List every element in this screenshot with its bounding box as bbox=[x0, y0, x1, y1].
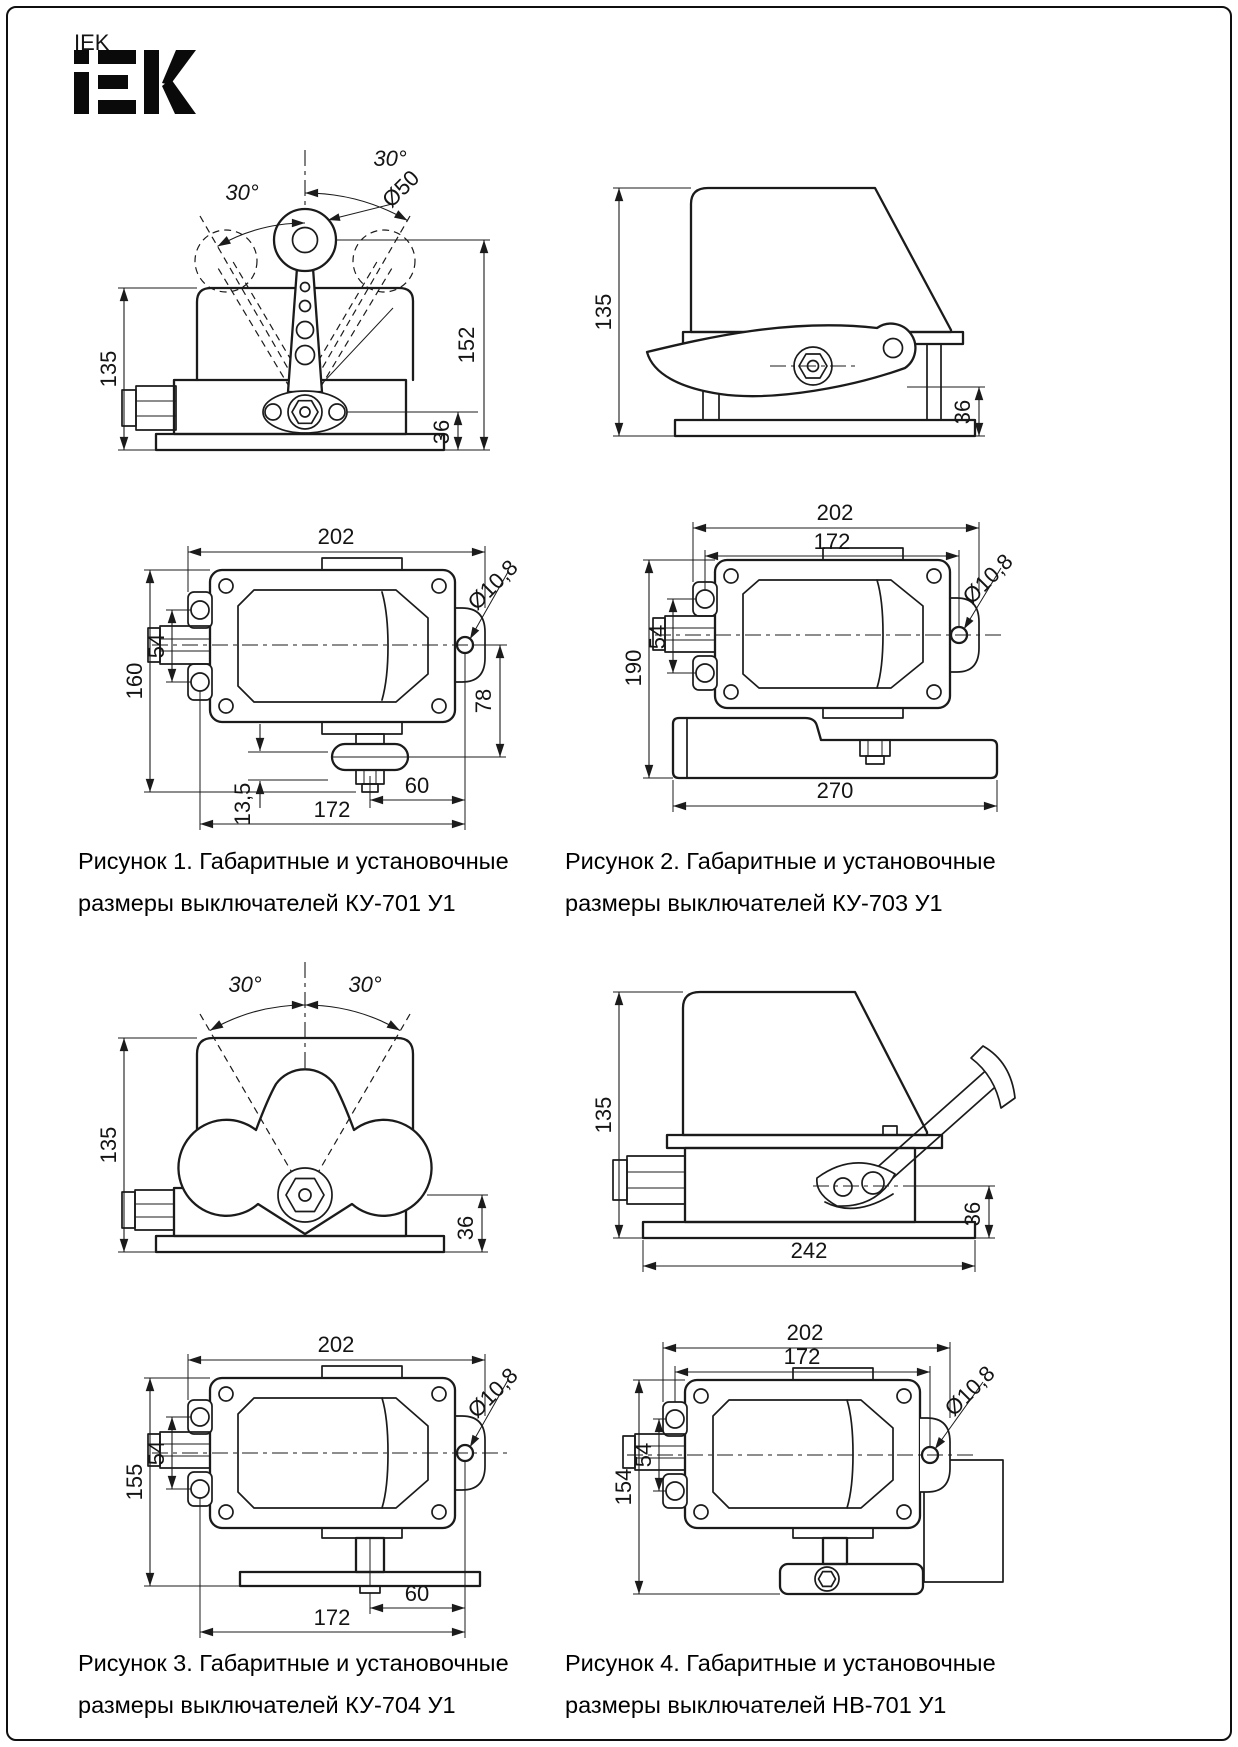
dim-label-height-135: 135 bbox=[591, 1096, 616, 1134]
dim-label-hole-dia: Ø10,8 bbox=[939, 1360, 1000, 1421]
figure-2-caption bbox=[565, 840, 1045, 924]
dim-label-angle-left: 30° bbox=[225, 180, 259, 205]
fig1-cable-gland bbox=[122, 386, 176, 430]
figure-4-caption-line2: размеры выключателей НВ-701 У1 bbox=[565, 1692, 947, 1718]
dim-label-270: 270 bbox=[816, 778, 854, 803]
dim-label-hole-dia: Ø10,8 bbox=[462, 554, 523, 615]
fig3-cable-gland bbox=[122, 1190, 174, 1230]
dim-label-13-5: 13,5 bbox=[230, 782, 255, 826]
figure-3 bbox=[60, 950, 530, 1645]
figure-4 bbox=[555, 950, 1025, 1645]
fig2-side-view bbox=[591, 188, 985, 436]
iek-logo-text: IEK bbox=[74, 30, 110, 55]
figure-4-caption-line1: Рисунок 4. Габаритные и установочные bbox=[565, 1650, 996, 1676]
dim-label-hole-dia: Ø10,8 bbox=[462, 1362, 523, 1423]
fig1-side-view bbox=[96, 146, 490, 450]
fig2-mount-ears bbox=[693, 582, 717, 690]
figure-3-caption bbox=[78, 1642, 558, 1726]
dim-label-54: 54 bbox=[144, 633, 169, 659]
fig1-bottom-roller bbox=[322, 722, 408, 792]
dim-label-angle-right: 30° bbox=[373, 146, 407, 171]
dim-label-depth-160: 160 bbox=[122, 662, 147, 700]
dim-label-angle-right: 30° bbox=[348, 972, 382, 997]
figure-3-caption-line1: Рисунок 3. Габаритные и установочные bbox=[78, 1650, 509, 1676]
fig4-box bbox=[685, 1380, 920, 1528]
figure-3-drawing bbox=[60, 950, 530, 1640]
iek-logo bbox=[74, 30, 196, 114]
dim-label-172: 172 bbox=[783, 1344, 821, 1369]
dim-label-36: 36 bbox=[950, 399, 975, 425]
fig1-base-plate bbox=[156, 434, 444, 450]
dim-label-54: 54 bbox=[144, 1440, 169, 1466]
fig2-lever-arm bbox=[647, 324, 915, 397]
dim-label-angle-left: 30° bbox=[228, 972, 262, 997]
fig4-base-plate bbox=[643, 1222, 975, 1238]
fig4-cable-gland bbox=[613, 1156, 685, 1204]
figure-1-caption bbox=[78, 840, 558, 924]
fig1-lever-arm bbox=[288, 268, 322, 392]
figure-1-drawing bbox=[60, 140, 530, 840]
figure-3-caption-line2: размеры выключателей КУ-704 У1 bbox=[78, 1692, 456, 1718]
dim-label-roller-dia: Ø50 bbox=[377, 165, 425, 213]
dim-label-width-202: 202 bbox=[786, 1320, 824, 1345]
figure-1-caption-line1: Рисунок 1. Габаритные и установочные bbox=[78, 848, 509, 874]
dim-label-60: 60 bbox=[404, 773, 430, 798]
dim-label-depth-190: 190 bbox=[621, 649, 646, 687]
fig3-side-view bbox=[96, 962, 488, 1252]
dim-label-height-135: 135 bbox=[591, 293, 616, 331]
dim-label-172: 172 bbox=[313, 797, 351, 822]
dim-label-height-135: 135 bbox=[96, 1126, 121, 1164]
fig4-side-view bbox=[591, 992, 1015, 1272]
fig2-pedal-plan bbox=[673, 708, 997, 778]
fig3-base-plate bbox=[156, 1236, 444, 1252]
figure-1 bbox=[60, 140, 530, 845]
dim-label-width-202: 202 bbox=[317, 1332, 355, 1357]
figure-2-caption-line1: Рисунок 2. Габаритные и установочные bbox=[565, 848, 996, 874]
figure-1-caption-line2: размеры выключателей КУ-701 У1 bbox=[78, 890, 456, 916]
fig2-housing bbox=[691, 188, 951, 332]
dim-label-60: 60 bbox=[404, 1581, 430, 1606]
dim-label-height-135: 135 bbox=[96, 350, 121, 388]
dim-label-242: 242 bbox=[790, 1238, 828, 1263]
fig1-top-view bbox=[122, 524, 523, 830]
fig4-bottom-bracket bbox=[780, 1528, 923, 1594]
figure-2 bbox=[555, 140, 1025, 845]
dim-label-hole-dia: Ø10,8 bbox=[957, 548, 1018, 609]
dim-label-36: 36 bbox=[960, 1201, 985, 1227]
figure-4-drawing bbox=[555, 950, 1025, 1640]
fig2-cover bbox=[743, 580, 923, 688]
dim-label-depth-154: 154 bbox=[611, 1468, 636, 1506]
dim-label-36: 36 bbox=[429, 419, 454, 445]
dim-label-172: 172 bbox=[313, 1605, 351, 1630]
fig3-bottom-bracket bbox=[240, 1528, 480, 1593]
dim-label-78: 78 bbox=[471, 688, 496, 714]
dim-label-width-202: 202 bbox=[317, 524, 355, 549]
dim-label-width-202: 202 bbox=[816, 500, 854, 525]
fig2-base-plate bbox=[675, 420, 975, 436]
fig4-top-view bbox=[611, 1320, 1003, 1594]
fig1-cover bbox=[238, 590, 428, 702]
figure-4-caption bbox=[565, 1642, 1045, 1726]
dim-label-depth-155: 155 bbox=[122, 1463, 147, 1501]
fig1-roller bbox=[274, 209, 336, 271]
dim-label-54: 54 bbox=[645, 624, 670, 650]
dim-label-172: 172 bbox=[813, 529, 851, 554]
fig2-box bbox=[715, 560, 950, 708]
figure-2-caption-line2: размеры выключателей КУ-703 У1 bbox=[565, 890, 943, 916]
iek-logo-mark bbox=[74, 50, 196, 114]
fig4-housing bbox=[683, 992, 927, 1135]
fig2-top-view bbox=[621, 500, 1018, 812]
fig1-pivot-flange bbox=[263, 391, 347, 433]
figure-2-drawing bbox=[555, 140, 1025, 840]
dim-label-54: 54 bbox=[631, 1442, 656, 1468]
fig3-top-view bbox=[122, 1332, 523, 1638]
dim-label-152: 152 bbox=[454, 326, 479, 364]
fig3-hex-bolt bbox=[278, 1168, 332, 1222]
fig1-box bbox=[210, 570, 455, 722]
dim-label-36: 36 bbox=[453, 1215, 478, 1241]
fig1-mount-ears bbox=[188, 592, 212, 700]
